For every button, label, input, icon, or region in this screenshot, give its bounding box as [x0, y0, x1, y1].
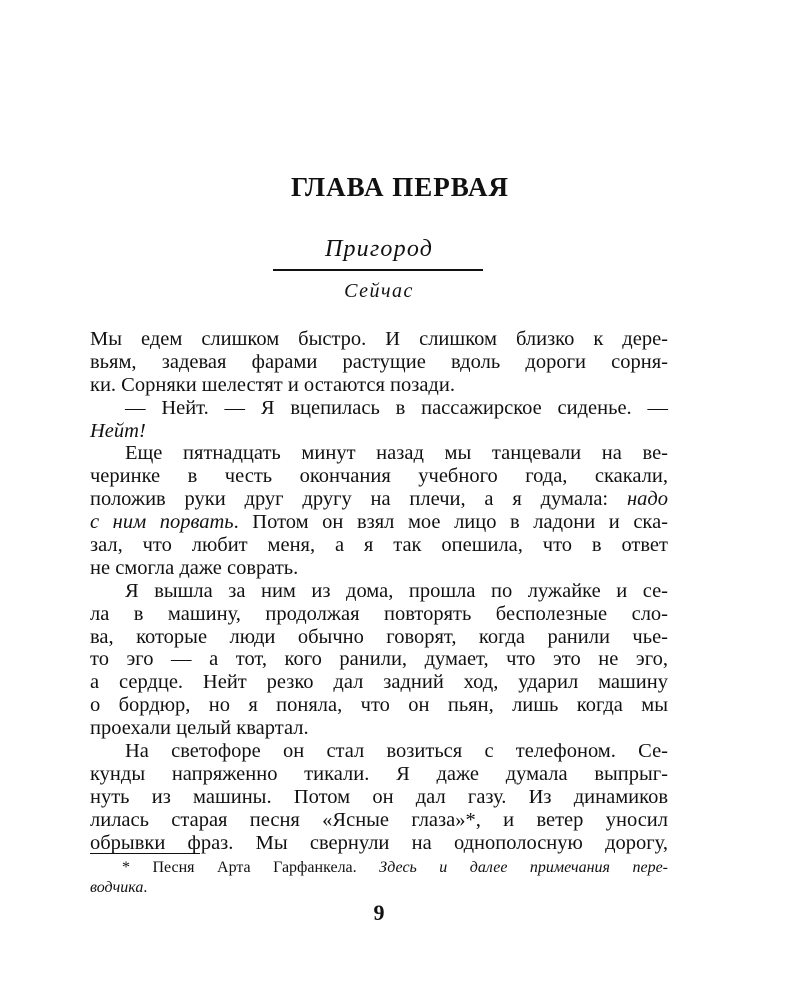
italic-text: водчика	[90, 879, 144, 896]
text-run: * Песня Арта Гарфанкела.	[122, 859, 380, 876]
italic-text: с ним порвать	[90, 511, 234, 534]
footnote-line	[90, 878, 668, 898]
text-run: положив руки друг другу на плечи, а я думала:	[90, 488, 627, 511]
text-run: Я вышла за ним из дома, прошла по лужайке и се-	[125, 579, 668, 602]
text-run: а сердце. Нейт резко дал задний ход, ударил машину	[90, 671, 668, 694]
text-line	[90, 809, 668, 832]
body-text	[90, 328, 668, 854]
italic-text: надо	[626, 488, 668, 511]
text-run: то эго — а тот, кого ранили, думает, что это не эго,	[90, 648, 668, 671]
text-line	[90, 786, 668, 809]
text-line	[90, 442, 668, 465]
subsection-title: Сейчас	[344, 280, 414, 302]
text-line	[90, 557, 668, 580]
text-run: — Нейт. — Я вцепилась в пассажирское сиденье. —	[125, 396, 668, 419]
text-line	[90, 580, 668, 603]
footnote-line	[90, 858, 668, 878]
text-run: лилась старая песня «Ясные глаза»*, и ветер уносил	[90, 808, 668, 831]
text-run: вьям, задевая фарами растущие вдоль дороги сорня-	[90, 350, 668, 373]
text-line	[90, 626, 668, 649]
text-line	[90, 488, 668, 511]
text-line	[90, 397, 668, 420]
italic-text: Здесь и далее примечания пере-	[379, 859, 668, 876]
text-run: На светофоре он стал возиться с телефоном. Се-	[125, 740, 668, 763]
text-run: .	[143, 879, 148, 896]
text-run: кунды напряженно тикали. Я даже думала выпрыг-	[90, 762, 668, 785]
text-line	[90, 534, 668, 557]
footnote	[90, 858, 668, 898]
italic-text: Нейт!	[90, 419, 146, 442]
text-line	[90, 465, 668, 488]
text-line	[90, 420, 668, 443]
text-line	[90, 694, 668, 717]
text-line	[90, 511, 668, 534]
text-line	[90, 832, 668, 855]
text-line	[90, 351, 668, 374]
text-run: проехали целый квартал.	[90, 717, 309, 740]
text-run: нуть из машины. Потом он дал газу. Из динамиков	[90, 785, 668, 808]
text-run: . Потом он взял мое лицо в ладони и ска-	[233, 511, 669, 534]
text-run: ла в машину, продолжая повторять бесполезные сло-	[90, 602, 668, 625]
text-run: не смогла даже соврать.	[90, 556, 299, 579]
text-line	[90, 740, 668, 763]
text-run: Мы едем слишком быстро. И слишком близко к дере-	[90, 328, 668, 350]
text-run: ва, которые люди обычно говорят, когда ранили чье-	[90, 625, 668, 648]
title-divider	[273, 269, 483, 271]
text-run: обрывки фраз. Мы свернули на однополосную дорогу,	[90, 831, 668, 854]
page-number: 9	[373, 900, 385, 925]
text-line	[90, 648, 668, 671]
text-line	[90, 603, 668, 626]
text-run: ки. Сорняки шелестят и остаются позади.	[90, 373, 455, 396]
text-line	[90, 717, 668, 740]
footnote-divider	[90, 853, 200, 854]
section-title: Пригород	[324, 236, 434, 262]
text-line	[90, 328, 668, 351]
text-line	[90, 763, 668, 786]
text-run: Еще пятнадцать минут назад мы танцевали на ве-	[125, 442, 668, 465]
text-run: черинке в честь окончания учебного года, скакали,	[90, 465, 668, 488]
text-line	[90, 671, 668, 694]
text-run: о бордюр, но я поняла, что он пьян, лишь когда мы	[90, 694, 668, 717]
chapter-title: ГЛАВА ПЕРВАЯ	[290, 172, 510, 202]
text-line	[90, 374, 668, 397]
text-run: зал, что любит меня, а я так опешила, что в ответ	[90, 534, 668, 557]
